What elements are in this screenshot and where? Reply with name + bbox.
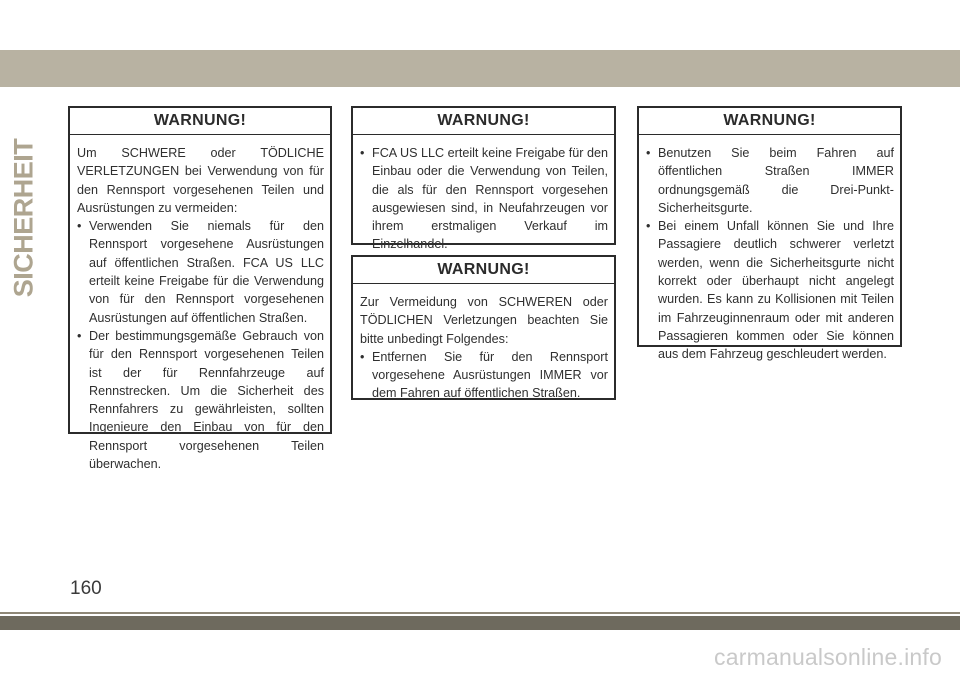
section-label: SICHERHEIT xyxy=(8,138,39,298)
header-band xyxy=(0,50,960,87)
warning-bullet: • Bei einem Unfall können Sie und Ihre Passagiere deutlich schwerer verletzt werden, wenn die Sicherheitsgurte nicht korrekt oder überhaupt nicht angelegt wurden. Es kann zu Kollisionen mit Teilen im Fahrzeuginnenraum oder mit anderen Passagieren kommen oder Sie können aus dem Fahrzeug geschleudert werden. xyxy=(646,217,894,363)
warning-bullet: • Entfernen Sie für den Rennsport vorgesehene Ausrüstungen IMMER vor dem Fahren auf öffentlichen Straßen. xyxy=(360,348,608,403)
warning-bullet: • Verwenden Sie niemals für den Rennsport vorgesehene Ausrüstungen auf öffentlichen Straßen. FCA US LLC erteilt keine Freigabe für die Verwendung von für den Rennsport vorgesehenen Ausrüstungen auf öffentlichen Straßen. xyxy=(77,217,324,327)
warning-heading: WARNUNG! xyxy=(353,108,614,135)
warning-bullet: • FCA US LLC erteilt keine Freigabe für den Einbau oder die Verwendung von Teilen, die als für den Rennsport vorgesehen ausgewiesen sind, in Neufahrzeugen vor ihrem erstmaligen Verkauf im Einzelhandel. xyxy=(360,144,608,254)
warning-intro: Um SCHWERE oder TÖDLICHE VERLETZUNGEN bei Verwendung von für den Rennsport vorgesehenen Teilen und Ausrüstungen zu vermeiden: xyxy=(77,146,324,215)
warning-box-2 xyxy=(351,106,616,252)
watermark: carmanualsonline.info xyxy=(714,644,942,670)
warning-heading: WARNUNG! xyxy=(353,257,614,284)
warning-intro: Zur Vermeidung von SCHWEREN oder TÖDLICHEN Verletzungen beachten Sie bitte unbedingt Folgendes: xyxy=(360,295,608,346)
warning-heading: WARNUNG! xyxy=(70,108,330,135)
warning-heading: WARNUNG! xyxy=(639,108,900,135)
warning-box-3 xyxy=(351,255,616,400)
page-number: 160 xyxy=(70,578,102,599)
warning-bullet: • Der bestimmungsgemäße Gebrauch von für den Rennsport vorgesehenen Teilen ist der für Rennfahrzeuge auf Rennstrecken. Um die Sicherheit des Rennfahrers zu gewährleisten, sollten Ingenieure den Einbau von für den Rennsport vorgesehenen Teilen überwachen. xyxy=(77,327,324,473)
warning-bullet: • Benutzen Sie beim Fahren auf öffentlichen Straßen IMMER ordnungsgemäß die Drei-Punkt-Sicherheitsgurte. xyxy=(646,144,894,217)
warning-box-4 xyxy=(637,106,902,362)
footer-rule xyxy=(0,612,960,614)
warning-box-1 xyxy=(68,106,332,472)
footer-band xyxy=(0,616,960,630)
